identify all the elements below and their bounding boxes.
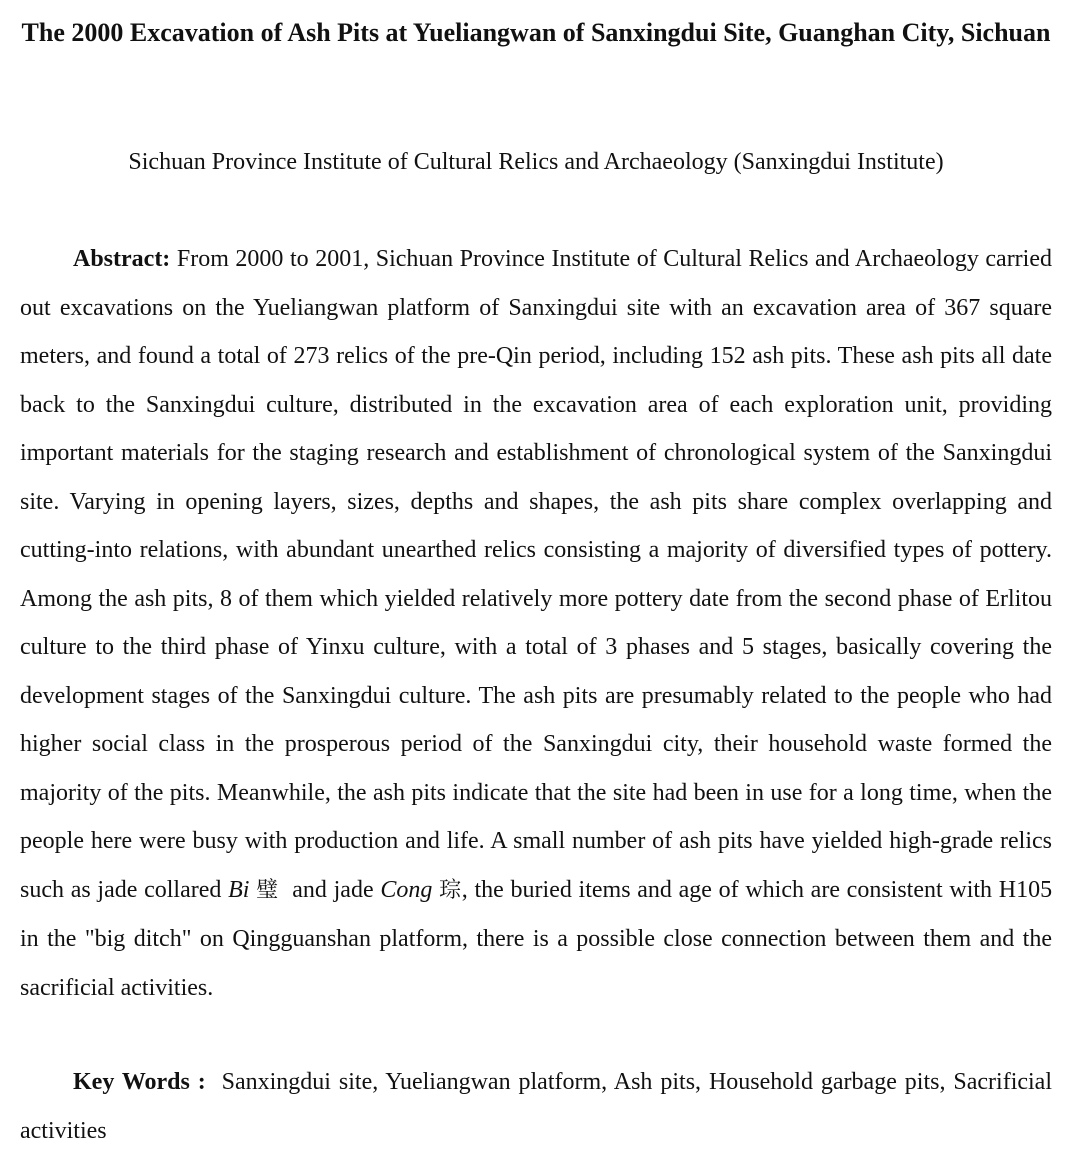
- abstract-text-part3: , the buried items and age of which are consistent with H105 in the "big ditch" on Qingguanshan platform, there is a possible close connection between them and the sacrificial activities.: [20, 876, 1053, 1001]
- author-affiliation: Sichuan Province Institute of Cultural Relics and Archaeology (Sanxingdui Institute): [128, 149, 944, 175]
- abstract-paragraph: [20, 235, 1052, 1012]
- abstract-text-part1: From 2000 to 2001, Sichuan Province Institute of Cultural Relics and Archaeology carried out excavations on the Yueliangwan platform of Sanxingdui site with an excavation area of 367 square meters, and found a total of 273 relics of the pre-Qin period, including 152 ash pits. These ash pits all date back to the Sanxingdui culture, distributed in the excavation area of each exploration unit, providing important materials for the staging research and establishment of chronological system of the Sanxingdui site. Varying in opening layers, sizes, depths and shapes, the ash pits share complex overlapping and cutting-into relations, with abundant unearthed relics consisting a majority of diversified types of pottery. Among the ash pits, 8 of them which yielded relatively more pottery date from the second phase of Erlitou culture to the third phase of Yinxu culture, with a total of 3 phases and 5 stages, basically covering the development stages of the Sanxingdui culture. The ash pits are presumably related to the people who had higher social class in the prosperous period of the Sanxingdui city, their household waste formed the majority of the pits. Meanwhile, the ash pits indicate that the site had been in use for a long time, when the people here were busy with production and life. A small number of ash pits have yielded high-grade relics such as jade collared: [20, 246, 1052, 903]
- abstract-text-part2: and jade: [292, 876, 374, 903]
- term-cong-italic: Cong: [380, 876, 433, 903]
- keywords-label: Key Words :: [73, 1069, 206, 1095]
- keywords-text: Sanxingdui site, Yueliangwan platform, Ash pits, Household garbage pits, Sacrificial activities: [20, 1069, 1052, 1144]
- keywords-paragraph: [20, 1058, 1052, 1155]
- abstract-label: Abstract:: [73, 246, 171, 272]
- term-bi-italic: Bi: [228, 876, 250, 903]
- term-cong-chinese: 琮: [439, 877, 462, 903]
- paper-title: The 2000 Excavation of Ash Pits at Yueliangwan of Sanxingdui Site, Guanghan City, Sichuan: [21, 18, 1051, 47]
- term-bi-chinese: 璧: [256, 877, 279, 903]
